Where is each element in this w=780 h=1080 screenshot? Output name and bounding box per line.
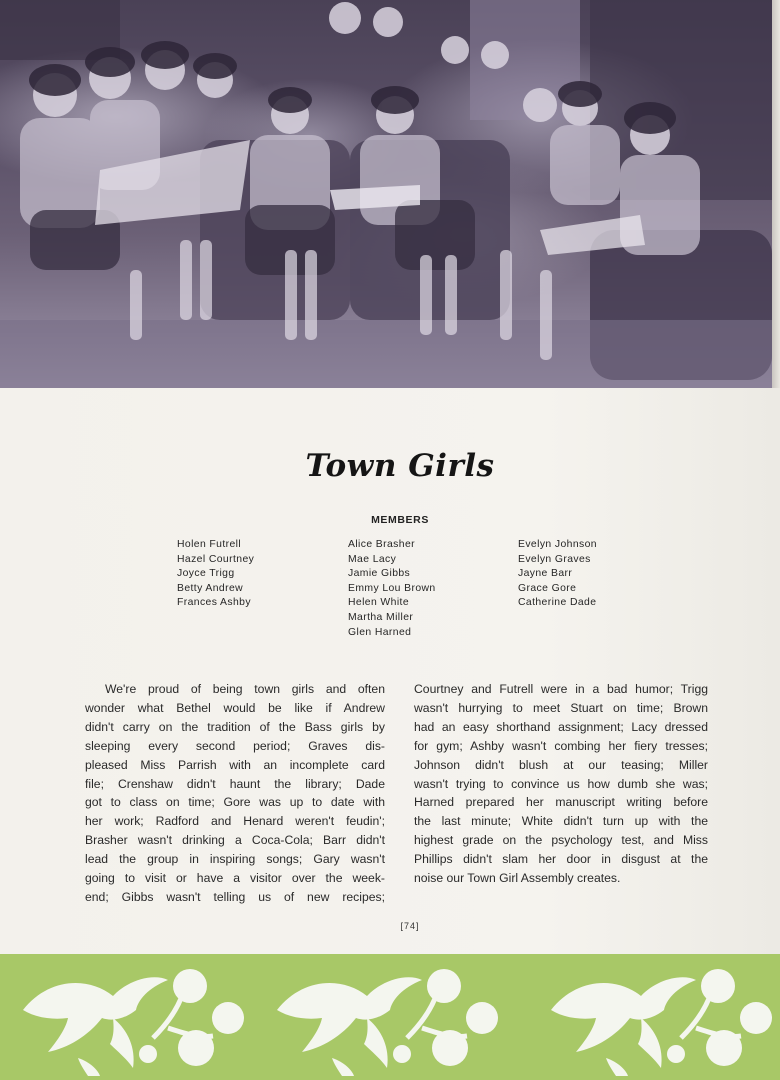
member-name: Hazel Courtney: [177, 553, 255, 565]
group-photo: [0, 0, 772, 388]
member-name: Evelyn Johnson: [518, 539, 597, 550]
member-name: Frances Ashby: [177, 597, 251, 609]
body-line: noise our Town Girl Assembly creates.: [414, 871, 621, 886]
member-name: Catherine Dade: [518, 597, 597, 609]
body-line: We're proud of being town girls and often: [105, 682, 385, 696]
body-line: wasn't trying to convince us how dumb she was;: [414, 776, 708, 791]
body-line: got to class on time; Gore was up to date with: [85, 795, 385, 810]
member-name: Helen White: [348, 597, 409, 609]
body-line: for gym; Ashby wasn't combing her fiery tresses;: [414, 738, 708, 753]
member-name: Betty Andrew: [177, 582, 244, 594]
body-text-left-column: [85, 680, 385, 907]
body-line: had an easy shorthand assignment; Lacy dressed: [414, 719, 708, 734]
body-line: file; Crenshaw didn't haunt the library; Dade: [85, 776, 385, 791]
members-column-1: [177, 538, 254, 611]
body-line: Brasher wasn't drinking a Coca-Cola; Barr didn't: [85, 833, 385, 848]
body-line: going to visit or have a visitor over the week-: [85, 871, 385, 886]
body-line: sleeping every second period; Graves dis-: [85, 738, 385, 753]
member-name: Alice Brasher: [348, 539, 415, 550]
bird-and-flower-ornament-icon: [18, 958, 248, 1076]
body-text-right-column: [414, 680, 708, 888]
body-line: end; Gibbs wasn't telling us of new recipes;: [85, 889, 385, 904]
body-line: wasn't hurrying to meet Stuart on time; Brown: [414, 700, 708, 715]
body-line: her work; Radford and Henard weren't feudin';: [85, 814, 385, 829]
member-name: Mae Lacy: [348, 553, 397, 565]
member-name: Jamie Gibbs: [348, 568, 411, 580]
body-line: Johnson didn't blush at our teasing; Miller: [414, 757, 708, 772]
photo-edge-shadow: [772, 0, 780, 388]
body-line: the last minute; White didn't turn up with the: [414, 814, 708, 829]
body-line: highest grade on the psychology test, and Miss: [414, 833, 708, 848]
body-line: Harned prepared her manuscript writing before: [414, 795, 708, 810]
body-line: pleased Miss Parrish with an incomplete card: [85, 757, 385, 772]
member-name: Holen Futrell: [177, 539, 242, 550]
member-name: Grace Gore: [518, 582, 577, 594]
body-line: Phillips didn't slam her door in disgust at the: [414, 852, 708, 867]
body-line: lead the group in inspiring songs; Gary wasn't: [85, 852, 385, 867]
page-number: [74]: [400, 921, 420, 931]
group-photo-image: [0, 0, 772, 388]
member-name: Martha Miller: [348, 611, 414, 623]
page-title: Town Girls: [305, 448, 495, 484]
members-heading: MEMBERS: [371, 514, 429, 526]
member-name: Evelyn Graves: [518, 553, 591, 565]
member-name: Emmy Lou Brown: [348, 582, 436, 594]
body-line: Courtney and Futrell were in a bad humor; Trigg: [414, 682, 708, 696]
members-column-2: [348, 538, 436, 640]
member-name: Glen Harned: [348, 626, 412, 638]
body-line: didn't carry on the tradition of the Bass girls by: [85, 719, 385, 734]
bird-and-flower-ornament-icon: [272, 958, 502, 1076]
member-name: Jayne Barr: [518, 568, 573, 580]
bird-and-flower-ornament-icon: [546, 958, 776, 1076]
body-line: wonder what Bethel would be like if Andrew: [85, 700, 385, 715]
members-column-3: [518, 538, 597, 611]
member-name: Joyce Trigg: [177, 568, 235, 580]
